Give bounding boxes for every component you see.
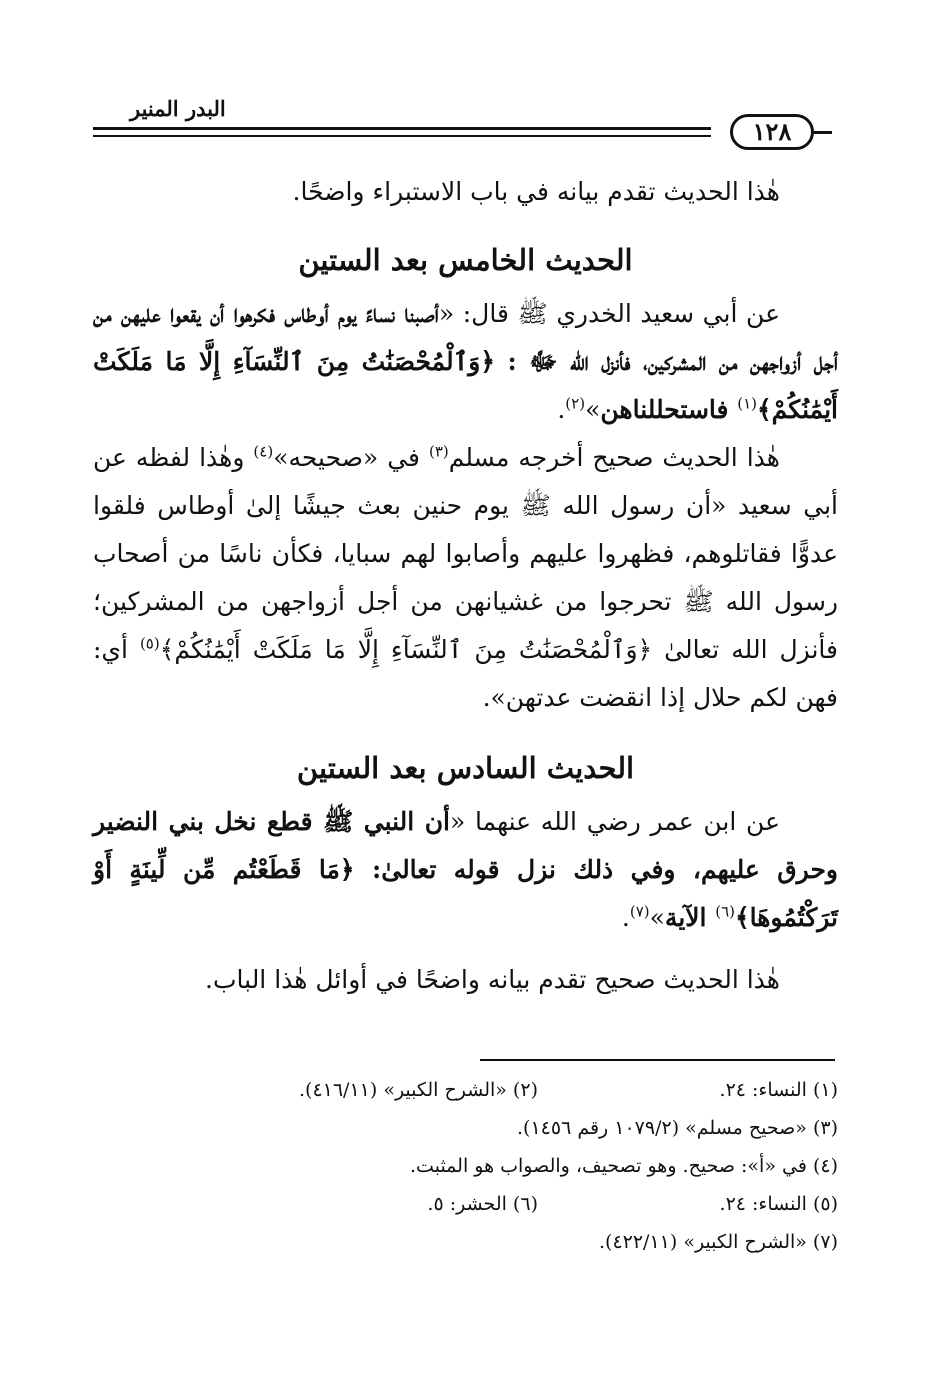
hadith-65-matn-end: فاستحللناهن xyxy=(600,395,738,424)
header-rule-tail xyxy=(814,131,832,134)
footnote-row xyxy=(130,1147,838,1185)
intro-paragraph xyxy=(93,168,838,216)
heading-hadith-66: الحديث السادس بعد الستين xyxy=(296,751,635,785)
takhrij-text-4: أي: فهن لكم حلال إذا انقضت عدتهن». xyxy=(93,635,838,712)
footnote-ref-5[interactable]: (٥) xyxy=(139,634,160,653)
hadith-65-matn: أصبنا نساءً يوم أوطاس فكرهوا أن يقعوا عليهن من أجل أزواجهن من المشركين، فأنزل الله ﷻ : xyxy=(93,299,838,376)
quote-close: » xyxy=(585,395,601,424)
footnote-ref-4[interactable]: (٤) xyxy=(253,442,274,461)
footnote-row xyxy=(130,1071,838,1109)
period: . xyxy=(557,395,566,424)
takhrij-text-2: في «صحيحه» xyxy=(273,443,429,472)
hadith-65-intro: عن أبي سعيد الخدري ﷺ قال: « xyxy=(438,299,780,328)
running-title: البدر المنير xyxy=(130,96,226,121)
footnote-6: (٦) الحشر: ٥. xyxy=(427,1193,538,1215)
footnote-2: (٢) «الشرح الكبير» (٤١٦/١١). xyxy=(298,1079,538,1101)
hadith-66-text xyxy=(93,798,838,942)
footnote-5: (٥) النساء: ٢٤. xyxy=(719,1193,838,1215)
hadith-66-intro: عن ابن عمر رضي الله عنهما « xyxy=(450,807,780,836)
header-rule-thin xyxy=(93,135,711,137)
footnote-7: (٧) «الشرح الكبير» (٤٢٢/١١). xyxy=(598,1231,838,1253)
hadith-65-text xyxy=(93,290,838,434)
footnote-row xyxy=(130,1109,838,1147)
footnote-ref-3[interactable]: (٣) xyxy=(428,442,449,461)
footnote-row xyxy=(130,1223,838,1261)
footnote-row xyxy=(130,1185,838,1223)
footnote-ref-1[interactable]: (١) xyxy=(737,394,757,413)
header-rule-thick xyxy=(93,127,711,130)
heading-hadith-65: الحديث الخامس بعد الستين xyxy=(298,243,633,277)
quran-verse-nisa-24: ﴿وَٱلْمُحْصَنَٰتُ مِنَ ٱلنِّسَآءِ إِلَّا مَا مَلَكَتْ أَيْمَٰنُكُمْ﴾ xyxy=(93,347,838,424)
takhrij-text-3: وهٰذا لفظه عن أبي سعيد «أن رسول الله ﷺ يوم حنين بعث جيشًا إلىٰ أوطاس فلقوا عدوًّا فقاتلوهم، فظهروا عليهم وأصابوا لهم سبايا، فكأن ناسًا من أصحاب رسول الله ﷺ تحرجوا من غشيانهن من أجل أزواجهن من المشركين؛ فأنزل الله تعالىٰ ﴿وَٱلْمُحْصَنَٰتُ مِنَ ٱلنِّسَآءِ إِلَّا مَا مَلَكَتْ أَيْمَٰنُكُمْ﴾ xyxy=(93,443,838,664)
period: . xyxy=(621,903,630,932)
footnotes xyxy=(130,1071,838,1261)
page-header xyxy=(0,0,943,160)
hadith-66-takhrij: هٰذا الحديث صحيح تقدم بيانه واضحًا في أوائل هٰذا الباب. xyxy=(205,965,780,994)
footnote-separator xyxy=(480,1059,835,1061)
footnote-1: (١) النساء: ٢٤. xyxy=(719,1079,838,1101)
hadith-66-matn-end: الآية xyxy=(664,903,716,932)
footnote-ref-2[interactable]: (٢) xyxy=(565,394,586,413)
footnote-4: (٤) في «أ»: صحيح. وهو تصحيف، والصواب هو المثبت. xyxy=(410,1155,838,1177)
quote-close: » xyxy=(649,903,665,932)
footnote-ref-7[interactable]: (٧) xyxy=(629,902,650,921)
intro-text: هٰذا الحديث تقدم بيانه في باب الاستبراء واضحًا. xyxy=(292,177,780,206)
footnote-3: (٣) «صحيح مسلم» (١٠٧٩/٢ رقم ١٤٥٦). xyxy=(517,1117,838,1139)
page-number: ١٢٨ xyxy=(730,114,814,150)
spacer xyxy=(93,942,838,956)
hadith-65-takhrij xyxy=(93,434,838,722)
footnote-ref-6[interactable]: (٦) xyxy=(715,902,735,921)
hadith-66-matn: أن النبي ﷺ قطع نخل بني النضير وحرق عليهم، وفي ذلك نزل قوله تعالىٰ: xyxy=(93,807,838,884)
takhrij-text-1: هٰذا الحديث صحيح أخرجه مسلم xyxy=(448,443,780,472)
quran-verse-hashr-5: ﴿مَا قَطَعْتُم مِّن لِّينَةٍ أَوْ تَرَكْتُمُوهَا﴾ xyxy=(93,855,838,932)
main-text xyxy=(93,168,838,1004)
